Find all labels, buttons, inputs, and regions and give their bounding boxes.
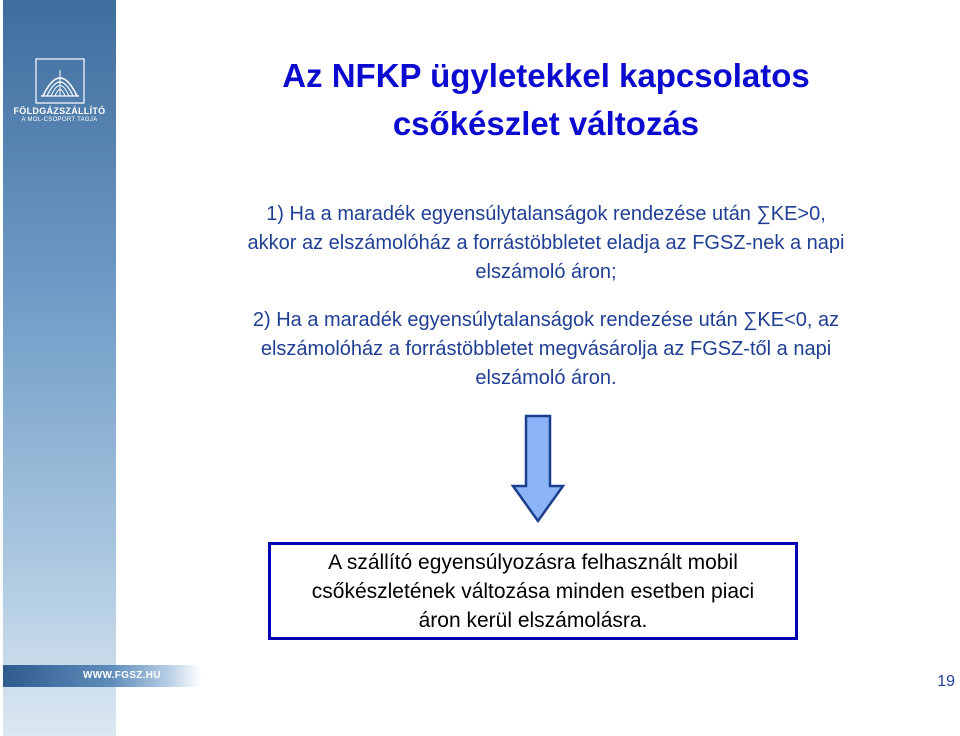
footer-bar xyxy=(3,665,201,687)
slide-title xyxy=(150,52,942,148)
logo-tagline: A MOL-CSOPORT TAGJA xyxy=(21,117,98,123)
conclusion-line-2: csőkészletének változása minden esetben piaci xyxy=(311,579,755,603)
website-link[interactable]: WWW.FGSZ.HU xyxy=(83,670,161,681)
paragraph-2 xyxy=(150,306,942,393)
title-line-2: csőkészlet változás xyxy=(392,105,700,142)
paragraph-1-line-2: akkor az elszámolóház a forrástöbbletet eladja az FGSZ-nek a napi xyxy=(247,232,845,254)
paragraph-2-line-3: elszámoló áron. xyxy=(475,367,617,389)
paragraph-1-line-1: 1) Ha a maradék egyensúlytalanságok rendezése után ∑KE>0, xyxy=(266,203,826,225)
down-arrow-icon xyxy=(510,414,566,524)
page-number: 19 xyxy=(937,673,955,690)
conclusion-line-1: A szállító egyensúlyozásra felhasznált mobil xyxy=(328,550,738,574)
sidebar-band xyxy=(3,0,116,736)
paragraph-1 xyxy=(150,200,942,287)
shell-logo-icon xyxy=(35,58,85,104)
conclusion-text xyxy=(312,548,754,635)
logo-name: FÖLDGÁZSZÁLLÍTÓ xyxy=(13,106,106,116)
footer xyxy=(0,665,960,687)
company-logo xyxy=(3,58,116,138)
conclusion-box xyxy=(268,542,798,640)
down-arrow-shape xyxy=(513,416,563,521)
paragraph-1-line-3: elszámoló áron; xyxy=(475,261,617,283)
paragraph-2-line-1: 2) Ha a maradék egyensúlytalanságok rendezése után ∑KE<0, az xyxy=(252,309,840,331)
paragraph-2-line-2: elszámolóház a forrástöbbletet megvásárolja az FGSZ-től a napi xyxy=(260,338,832,360)
title-line-1: Az NFKP ügyletekkel kapcsolatos xyxy=(282,57,810,94)
conclusion-line-3: áron kerül elszámolásra. xyxy=(418,608,648,632)
